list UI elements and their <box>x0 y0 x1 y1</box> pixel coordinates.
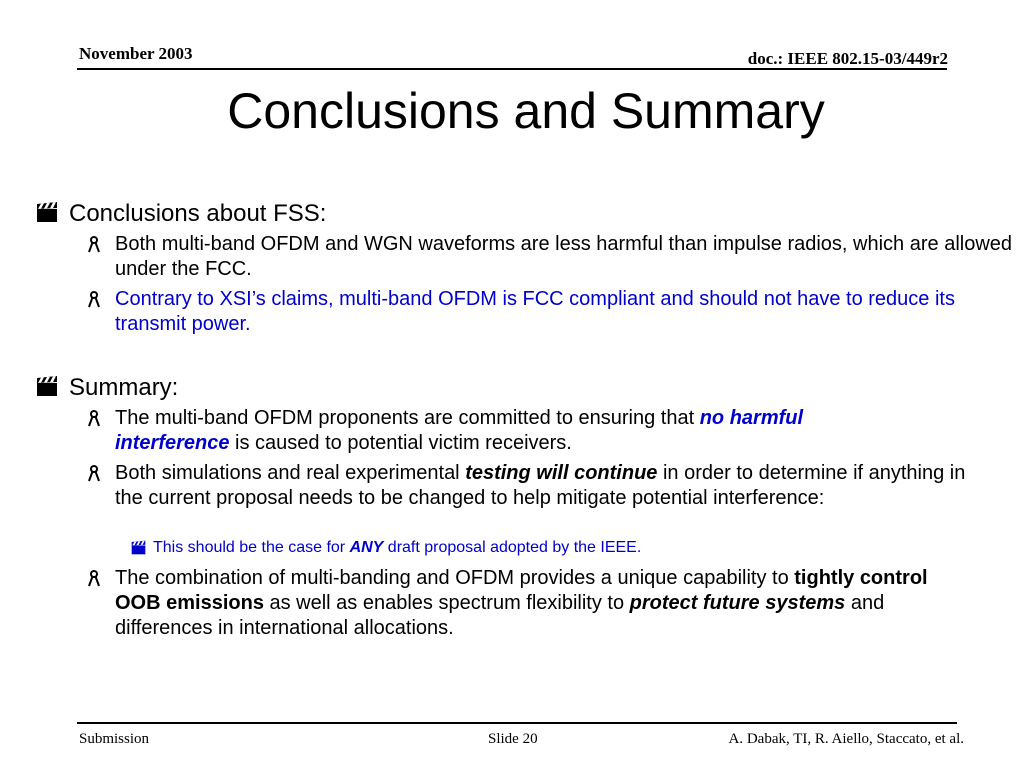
ribbon-icon <box>87 234 101 254</box>
footer-authors: A. Dabak, TI, R. Aiello, Staccato, et al. <box>728 731 964 747</box>
section-heading-fss: Conclusions about FSS: <box>69 200 327 227</box>
footer-divider <box>77 722 957 724</box>
ribbon-icon <box>87 289 101 309</box>
bullet-summary-3: The combination of multi-banding and OFDM provides a unique capability to tightly control OOB emissions as well as enables spectrum flexibility to protect future systems and differences in international allocations. <box>115 567 928 639</box>
sub-bullet-any-proposal: This should be the case for ANY draft proposal adopted by the IEEE. <box>153 539 642 556</box>
bullet-summary-1: The multi-band OFDM proponents are committed to ensuring that no harmful interference is caused to potential victim receivers. <box>115 407 804 454</box>
bullet-summary-2: Both simulations and real experimental testing will continue in order to determine if anything in the current proposal needs to be changed to help mitigate potential interference: <box>115 462 966 509</box>
header-doc-id: doc.: IEEE 802.15-03/449r2 <box>747 49 948 68</box>
bullet-fss-2: Contrary to XSI’s claims, multi-band OFDM is FCC compliant and should not have to reduce its transmit power. <box>115 288 955 335</box>
emphasis-any: ANY <box>349 539 384 556</box>
section-heading-summary: Summary: <box>69 374 179 401</box>
clapperboard-icon <box>36 201 58 223</box>
footer-slide-number: Slide 20 <box>488 731 538 747</box>
ribbon-icon <box>87 463 101 483</box>
footer-submission: Submission <box>79 731 150 747</box>
emphasis-testing-will-continue: testing will continue <box>465 462 658 484</box>
emphasis-tightly-control-oob: tightly control OOB emissions <box>115 567 928 614</box>
emphasis-protect-future-systems: protect future systems <box>629 592 846 614</box>
ribbon-icon <box>87 408 101 428</box>
header-date: November 2003 <box>79 44 193 63</box>
ribbon-icon <box>87 568 101 588</box>
emphasis-no-harmful-interference: no harmful interference <box>115 407 804 454</box>
slide-title: Conclusions and Summary <box>227 83 825 139</box>
clapperboard-icon <box>36 375 58 397</box>
clapperboard-icon <box>131 540 146 555</box>
bullet-fss-1: Both multi-band OFDM and WGN waveforms are less harmful than impulse radios, which are allowed under the FCC. <box>115 233 1013 280</box>
